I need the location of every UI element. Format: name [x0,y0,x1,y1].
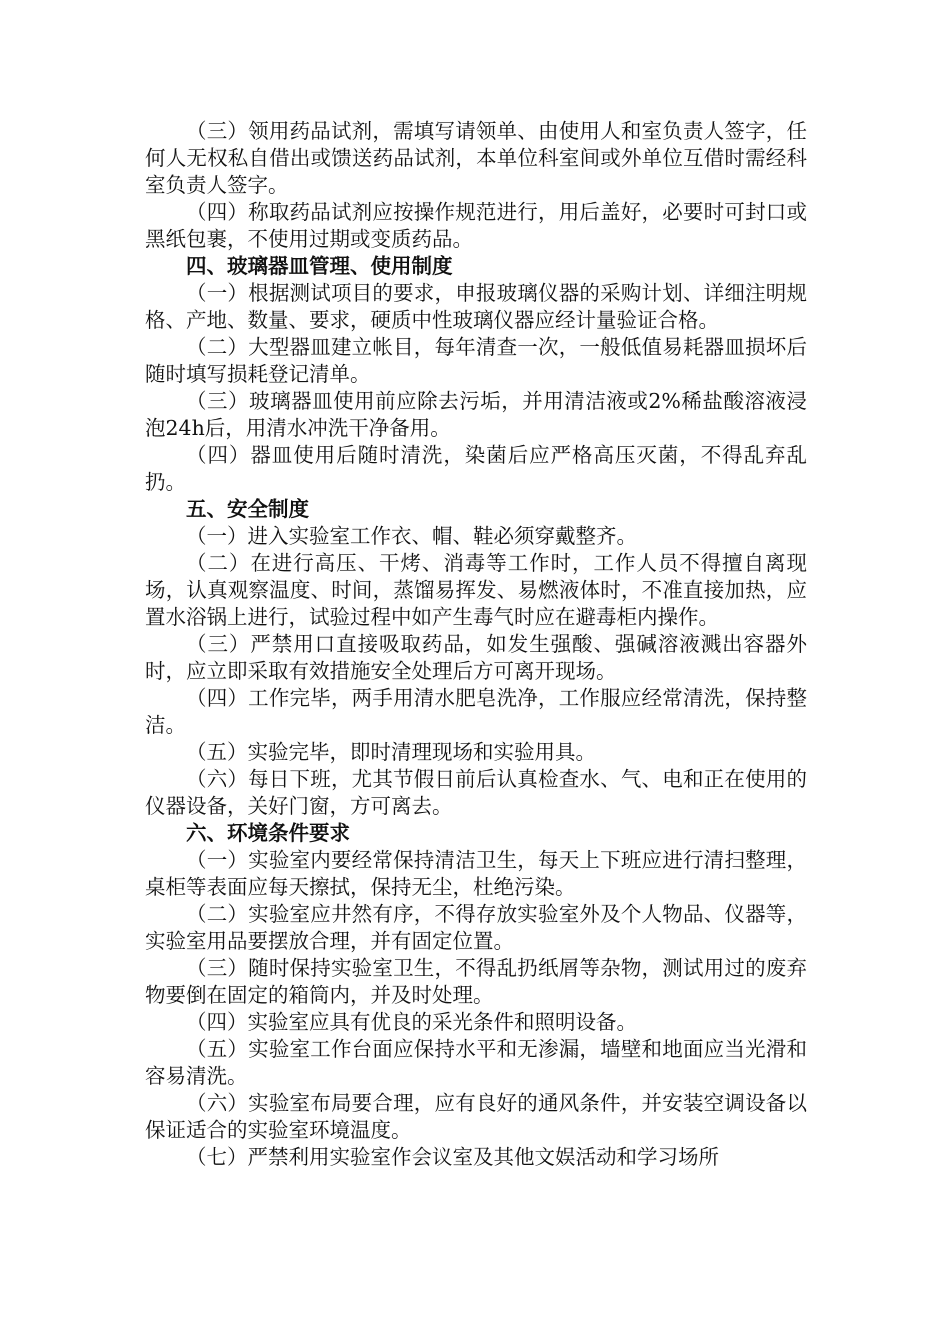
paragraph-safety-1: （一）进入实验室工作衣、帽、鞋必须穿戴整齐。 [186,524,637,548]
paragraph-drugs-3: （三）领用药品试剂，需填写请领单、由使用人和室负责人签字，任何人无权私自借出或馈送药品试剂，本单位科室间或外单位互借时需经科室负责人签字。 [145,119,807,197]
paragraph-safety-2: （二）在进行高压、干烤、消毒等工作时，工作人员不得擅自离现场，认真观察温度、时间，蒸馏易挥发、易燃液体时，不准直接加热，应置水浴锅上进行，试验过程中如产生毒气时应在避毒柜内操作。 [145,551,807,629]
paragraph-safety-6: （六）每日下班，尤其节假日前后认真检查水、气、电和正在使用的仪器设备，关好门窗，方可离去。 [145,767,807,818]
paragraph-safety-3: （三）严禁用口直接吸取药品，如发生强酸、强碱溶液溅出容器外时，应立即采取有效措施安全处理后方可离开现场。 [145,632,807,683]
paragraph-glassware-2: （二）大型器皿建立帐目，每年清查一次，一般低值易耗器皿损坏后随时填写损耗登记清单。 [145,335,807,386]
paragraph-environment-5: （五）实验室工作台面应保持水平和无渗漏，墙壁和地面应当光滑和容易清洗。 [145,1037,807,1088]
paragraph-environment-7: （七）严禁利用实验室作会议室及其他文娱活动和学习场所 [186,1145,719,1169]
document-body [145,118,807,1171]
section-heading-safety: 五、安全制度 [186,497,309,521]
paragraph-glassware-3: （三）玻璃器皿使用前应除去污垢，并用清洁液或2%稀盐酸溶液浸泡24h后，用清水冲洗干净备用。 [145,389,807,440]
section-heading-environment: 六、环境条件要求 [186,821,350,845]
paragraph-environment-3: （三）随时保持实验室卫生，不得乱扔纸屑等杂物，测试用过的废弃物要倒在固定的箱筒内，并及时处理。 [145,956,807,1007]
paragraph-glassware-1: （一）根据测试项目的要求，申报玻璃仪器的采购计划、详细注明规格、产地、数量、要求，硬质中性玻璃仪器应经计量验证合格。 [145,281,807,332]
paragraph-safety-5: （五）实验完毕，即时清理现场和实验用具。 [186,740,596,764]
paragraph-environment-1: （一）实验室内要经常保持清洁卫生，每天上下班应进行清扫整理，桌柜等表面应每天擦拭，保持无尘，杜绝污染。 [145,848,807,899]
paragraph-environment-2: （二）实验室应井然有序，不得存放实验室外及个人物品、仪器等，实验室用品要摆放合理，并有固定位置。 [145,902,807,953]
paragraph-glassware-4: （四）器皿使用后随时清洗，染菌后应严格高压灭菌，不得乱弃乱扔。 [145,443,807,494]
paragraph-drugs-4: （四）称取药品试剂应按操作规范进行，用后盖好，必要时可封口或黑纸包裹，不使用过期或变质药品。 [145,200,807,251]
paragraph-safety-4: （四）工作完毕，两手用清水肥皂洗净，工作服应经常清洗，保持整洁。 [145,686,807,737]
section-heading-glassware: 四、玻璃器皿管理、使用制度 [186,254,453,278]
paragraph-environment-4: （四）实验室应具有优良的采光条件和照明设备。 [186,1010,637,1034]
paragraph-environment-6: （六）实验室布局要合理，应有良好的通风条件，并安装空调设备以保证适合的实验室环境温度。 [145,1091,807,1142]
